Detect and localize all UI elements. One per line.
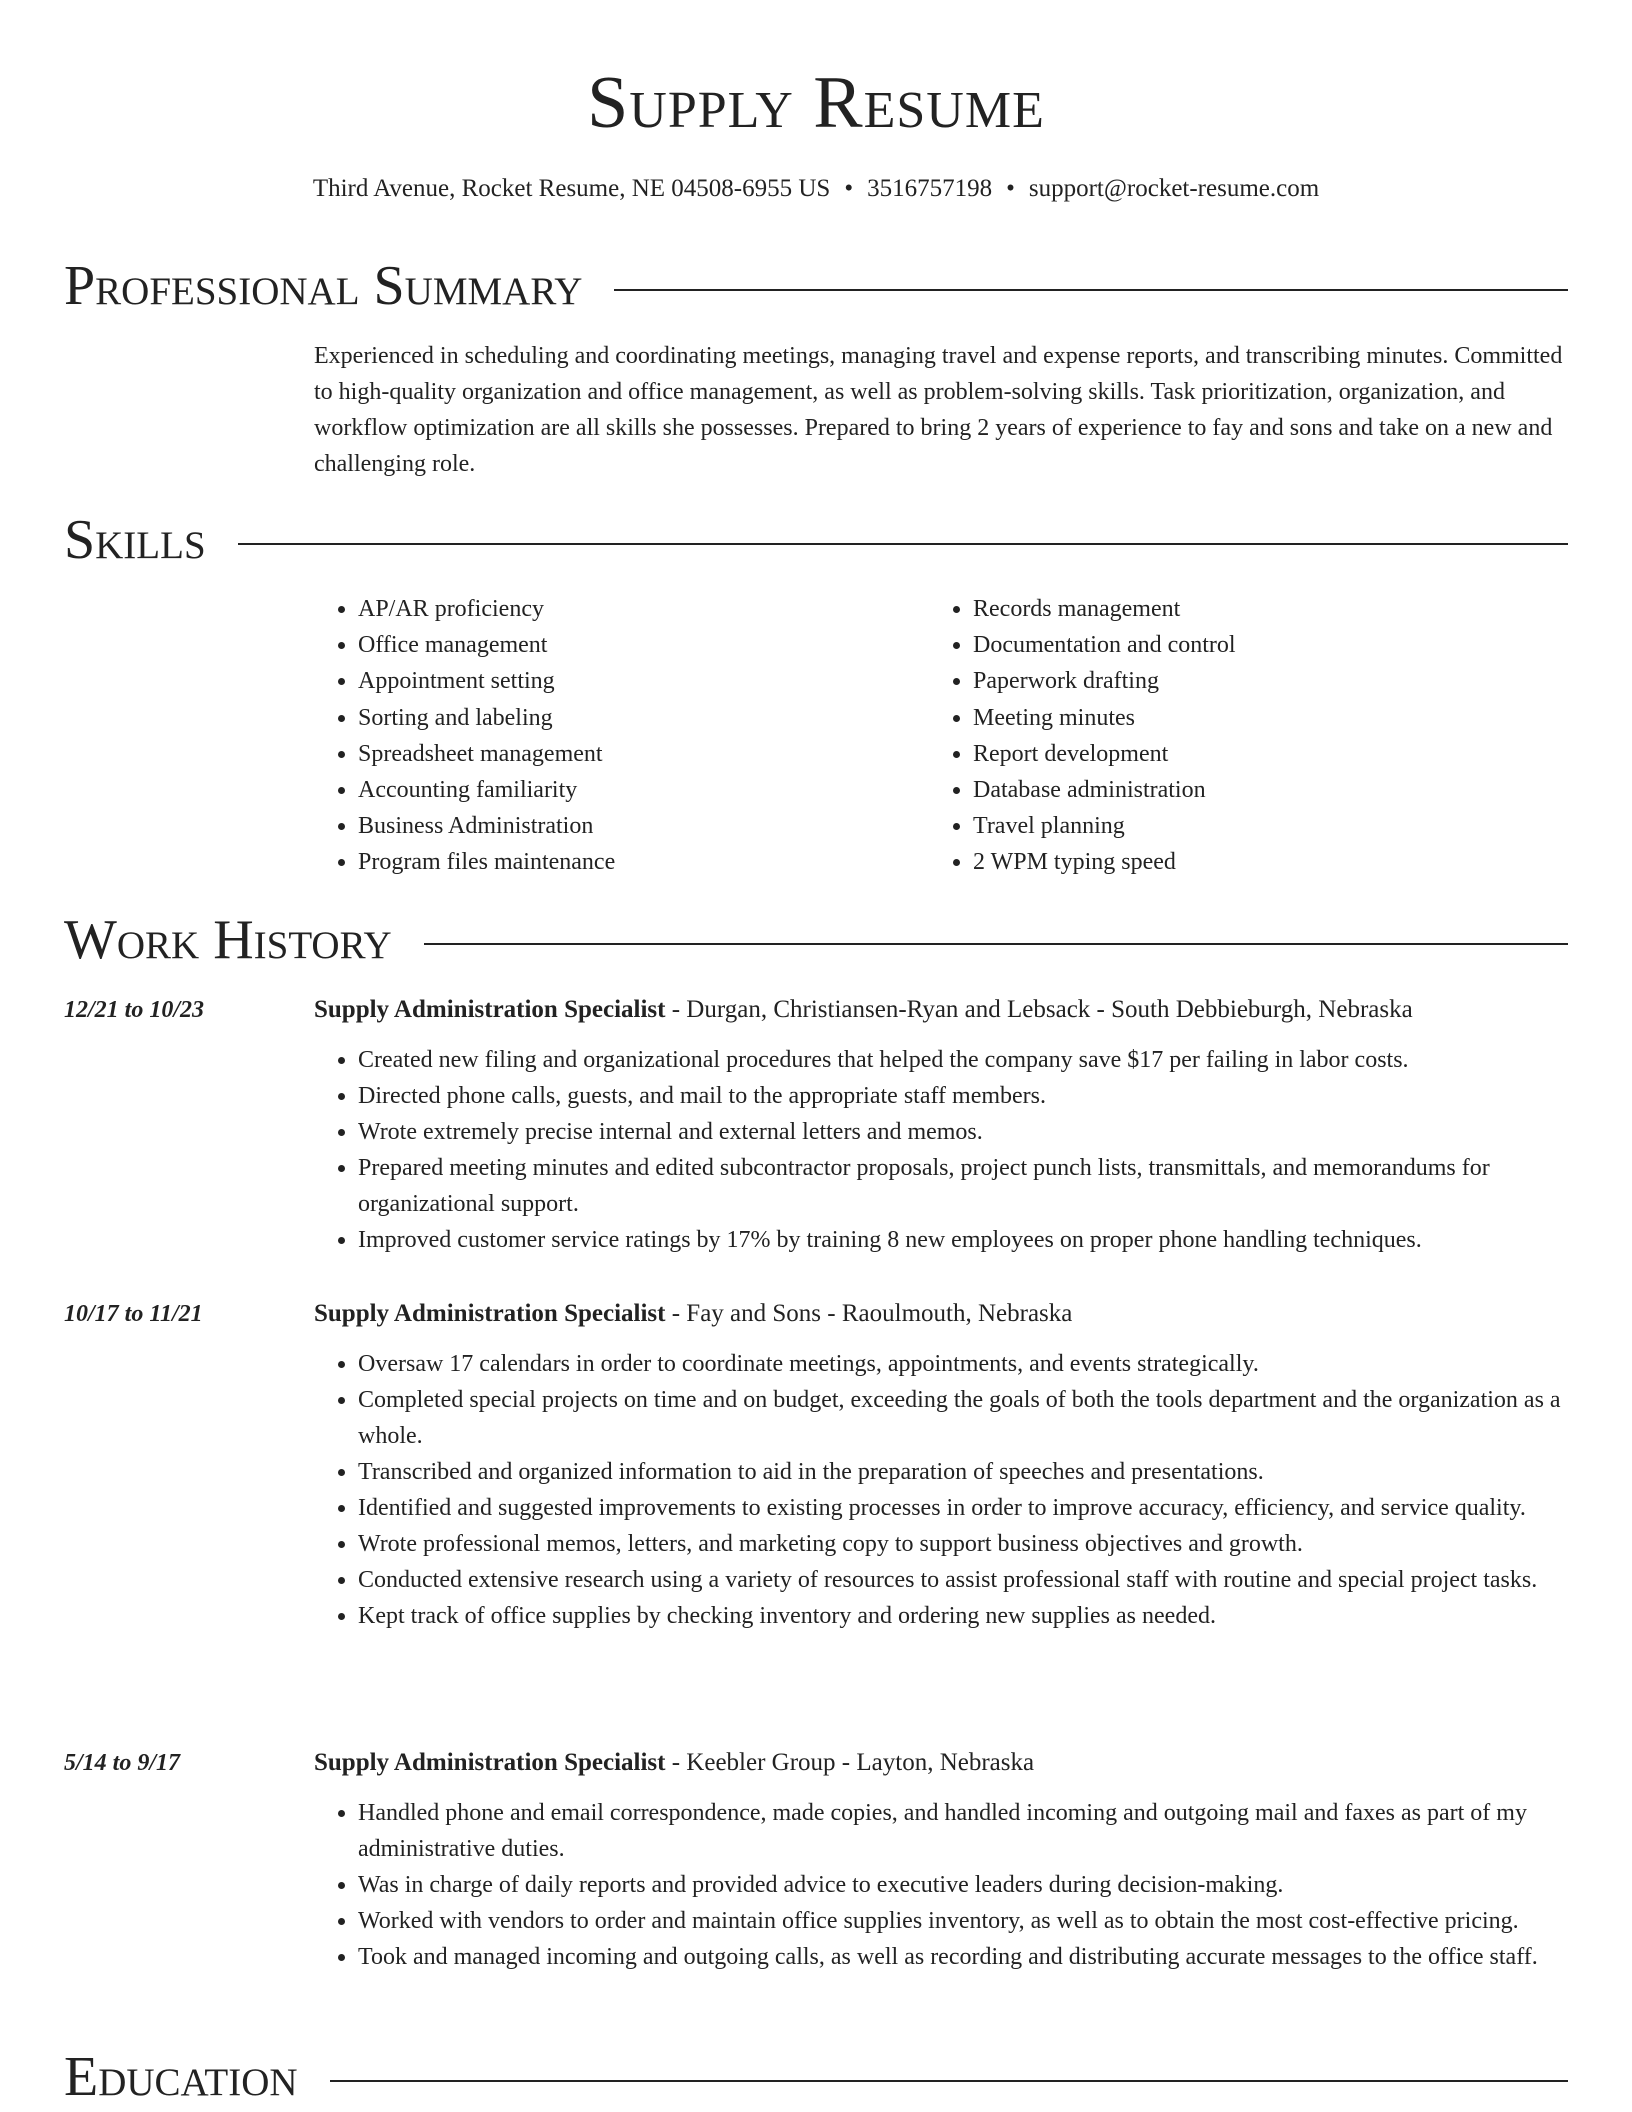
skill-item: • Office management <box>358 627 931 663</box>
job-dates: 5/14 to 9/17 <box>64 1750 181 1776</box>
contact-line <box>0 172 1632 206</box>
skill-item: • Records management <box>973 591 1546 627</box>
resume-name: Supply Resume <box>587 62 1045 144</box>
skill-item: • Meeting minutes <box>973 700 1546 736</box>
skill-item: • Sorting and labeling <box>358 700 931 736</box>
job-duty: • Worked with vendors to order and maintain office supplies inventory, as well as to obtain the most cost-effective pricing. <box>358 1903 1568 1939</box>
summary-text: Experienced in scheduling and coordinating meetings, managing travel and expense reports, and transcribing minutes. Committed to high-quality organization and office management, as well as problem-solving skills. Task prioritization, organization, and workflow optimization are all skills she possesses. Prepared to bring 2 years of experience to fay and sons and take on a new and challenging role. <box>314 343 1563 477</box>
skill-item: • Report development <box>973 736 1546 772</box>
section-title-education: Education <box>64 2046 298 2108</box>
job-heading <box>314 992 1568 1028</box>
skill-item: • AP/AR proficiency <box>358 591 931 627</box>
job-duty: • Improved customer service ratings by 17% by training 8 new employees on proper phone handling techniques. <box>358 1222 1568 1258</box>
job-duty: • Wrote professional memos, letters, and marketing copy to support business objectives and growth. <box>358 1526 1568 1562</box>
job-duty: • Identified and suggested improvements to existing processes in order to improve accuracy, efficiency, and service quality. <box>358 1490 1568 1526</box>
job-duty: • Kept track of office supplies by checking inventory and ordering new supplies as needed. <box>358 1598 1568 1634</box>
skill-item: • Business Administration <box>358 808 931 844</box>
job-duty: • Oversaw 17 calendars in order to coordinate meetings, appointments, and events strategically. <box>358 1346 1568 1382</box>
job-employer: - Durgan, Christiansen-Ryan and Lebsack - South Debbieburgh, Nebraska <box>665 996 1413 1023</box>
contact-address: Third Avenue, Rocket Resume, NE 04508-6955 US <box>312 175 831 202</box>
work-section-header <box>64 907 1568 973</box>
summary-section-header <box>64 253 1568 319</box>
job-duty: • Completed special projects on time and on budget, exceeding the goals of both the tools department and the organization as a whole. <box>358 1382 1568 1454</box>
skill-item: • Travel planning <box>973 808 1546 844</box>
job-duty: • Was in charge of daily reports and provided advice to executive leaders during decision-making. <box>358 1867 1568 1903</box>
job-duty: • Conducted extensive research using a variety of resources to assist professional staff with routine and special project tasks. <box>358 1562 1568 1598</box>
skills-section-header <box>64 507 1568 573</box>
section-divider <box>330 2080 1568 2082</box>
job-heading <box>314 1745 1568 1781</box>
section-divider <box>238 543 1568 545</box>
skills-column-left <box>314 591 931 881</box>
job-duty: • Prepared meeting minutes and edited subcontractor proposals, project punch lists, transmittals, and memorandums for organizational support. <box>358 1150 1568 1222</box>
skills-list <box>314 591 1568 881</box>
contact-separator: • <box>1006 175 1015 202</box>
contact-email: support@rocket-resume.com <box>1028 175 1320 202</box>
job-title: Supply Administration Specialist <box>314 996 666 1023</box>
job-employer: - Keebler Group - Layton, Nebraska <box>665 1749 1035 1776</box>
section-divider <box>614 289 1568 291</box>
skill-item: • Spreadsheet management <box>358 736 931 772</box>
section-title-skills: Skills <box>64 509 206 571</box>
section-title-summary: Professional Summary <box>64 255 583 317</box>
job-duty: • Wrote extremely precise internal and external letters and memos. <box>358 1114 1568 1150</box>
job-duties <box>314 1346 1568 1634</box>
skill-item: • Documentation and control <box>973 627 1546 663</box>
contact-separator: • <box>844 175 854 202</box>
skill-item: • 2 WPM typing speed <box>973 844 1546 880</box>
skill-item: • Appointment setting <box>358 663 931 699</box>
job-duties <box>314 1795 1568 1975</box>
skill-item: • Accounting familiarity <box>358 772 931 808</box>
job-dates: 12/21 to 10/23 <box>64 997 205 1023</box>
job-duty: • Directed phone calls, guests, and mail to the appropriate staff members. <box>358 1078 1568 1114</box>
job-duties <box>314 1042 1568 1258</box>
job-duty: • Created new filing and organizational procedures that helped the company save $17 per failing in labor costs. <box>358 1042 1568 1078</box>
job-duty: • Transcribed and organized information to aid in the preparation of speeches and presentations. <box>358 1454 1568 1490</box>
section-title-work: Work History <box>64 909 392 971</box>
education-section-header <box>64 2044 1568 2110</box>
skill-item: • Paperwork drafting <box>973 663 1546 699</box>
job-title: Supply Administration Specialist <box>314 1749 666 1776</box>
skill-item: • Program files maintenance <box>358 844 931 880</box>
job-employer: - Fay and Sons - Raoulmouth, Nebraska <box>665 1300 1073 1327</box>
job-title: Supply Administration Specialist <box>314 1300 666 1327</box>
skill-item: • Database administration <box>973 772 1546 808</box>
job-dates: 10/17 to 11/21 <box>64 1301 203 1327</box>
job-duty: • Took and managed incoming and outgoing calls, as well as recording and distributing accurate messages to the office staff. <box>358 1939 1568 1975</box>
contact-phone: 3516757198 <box>867 175 993 202</box>
section-divider <box>424 943 1568 945</box>
job-duty: • Handled phone and email correspondence, made copies, and handled incoming and outgoing mail and faxes as part of my administrative duties. <box>358 1795 1568 1867</box>
skills-column-right <box>931 591 1546 881</box>
job-heading <box>314 1296 1568 1332</box>
